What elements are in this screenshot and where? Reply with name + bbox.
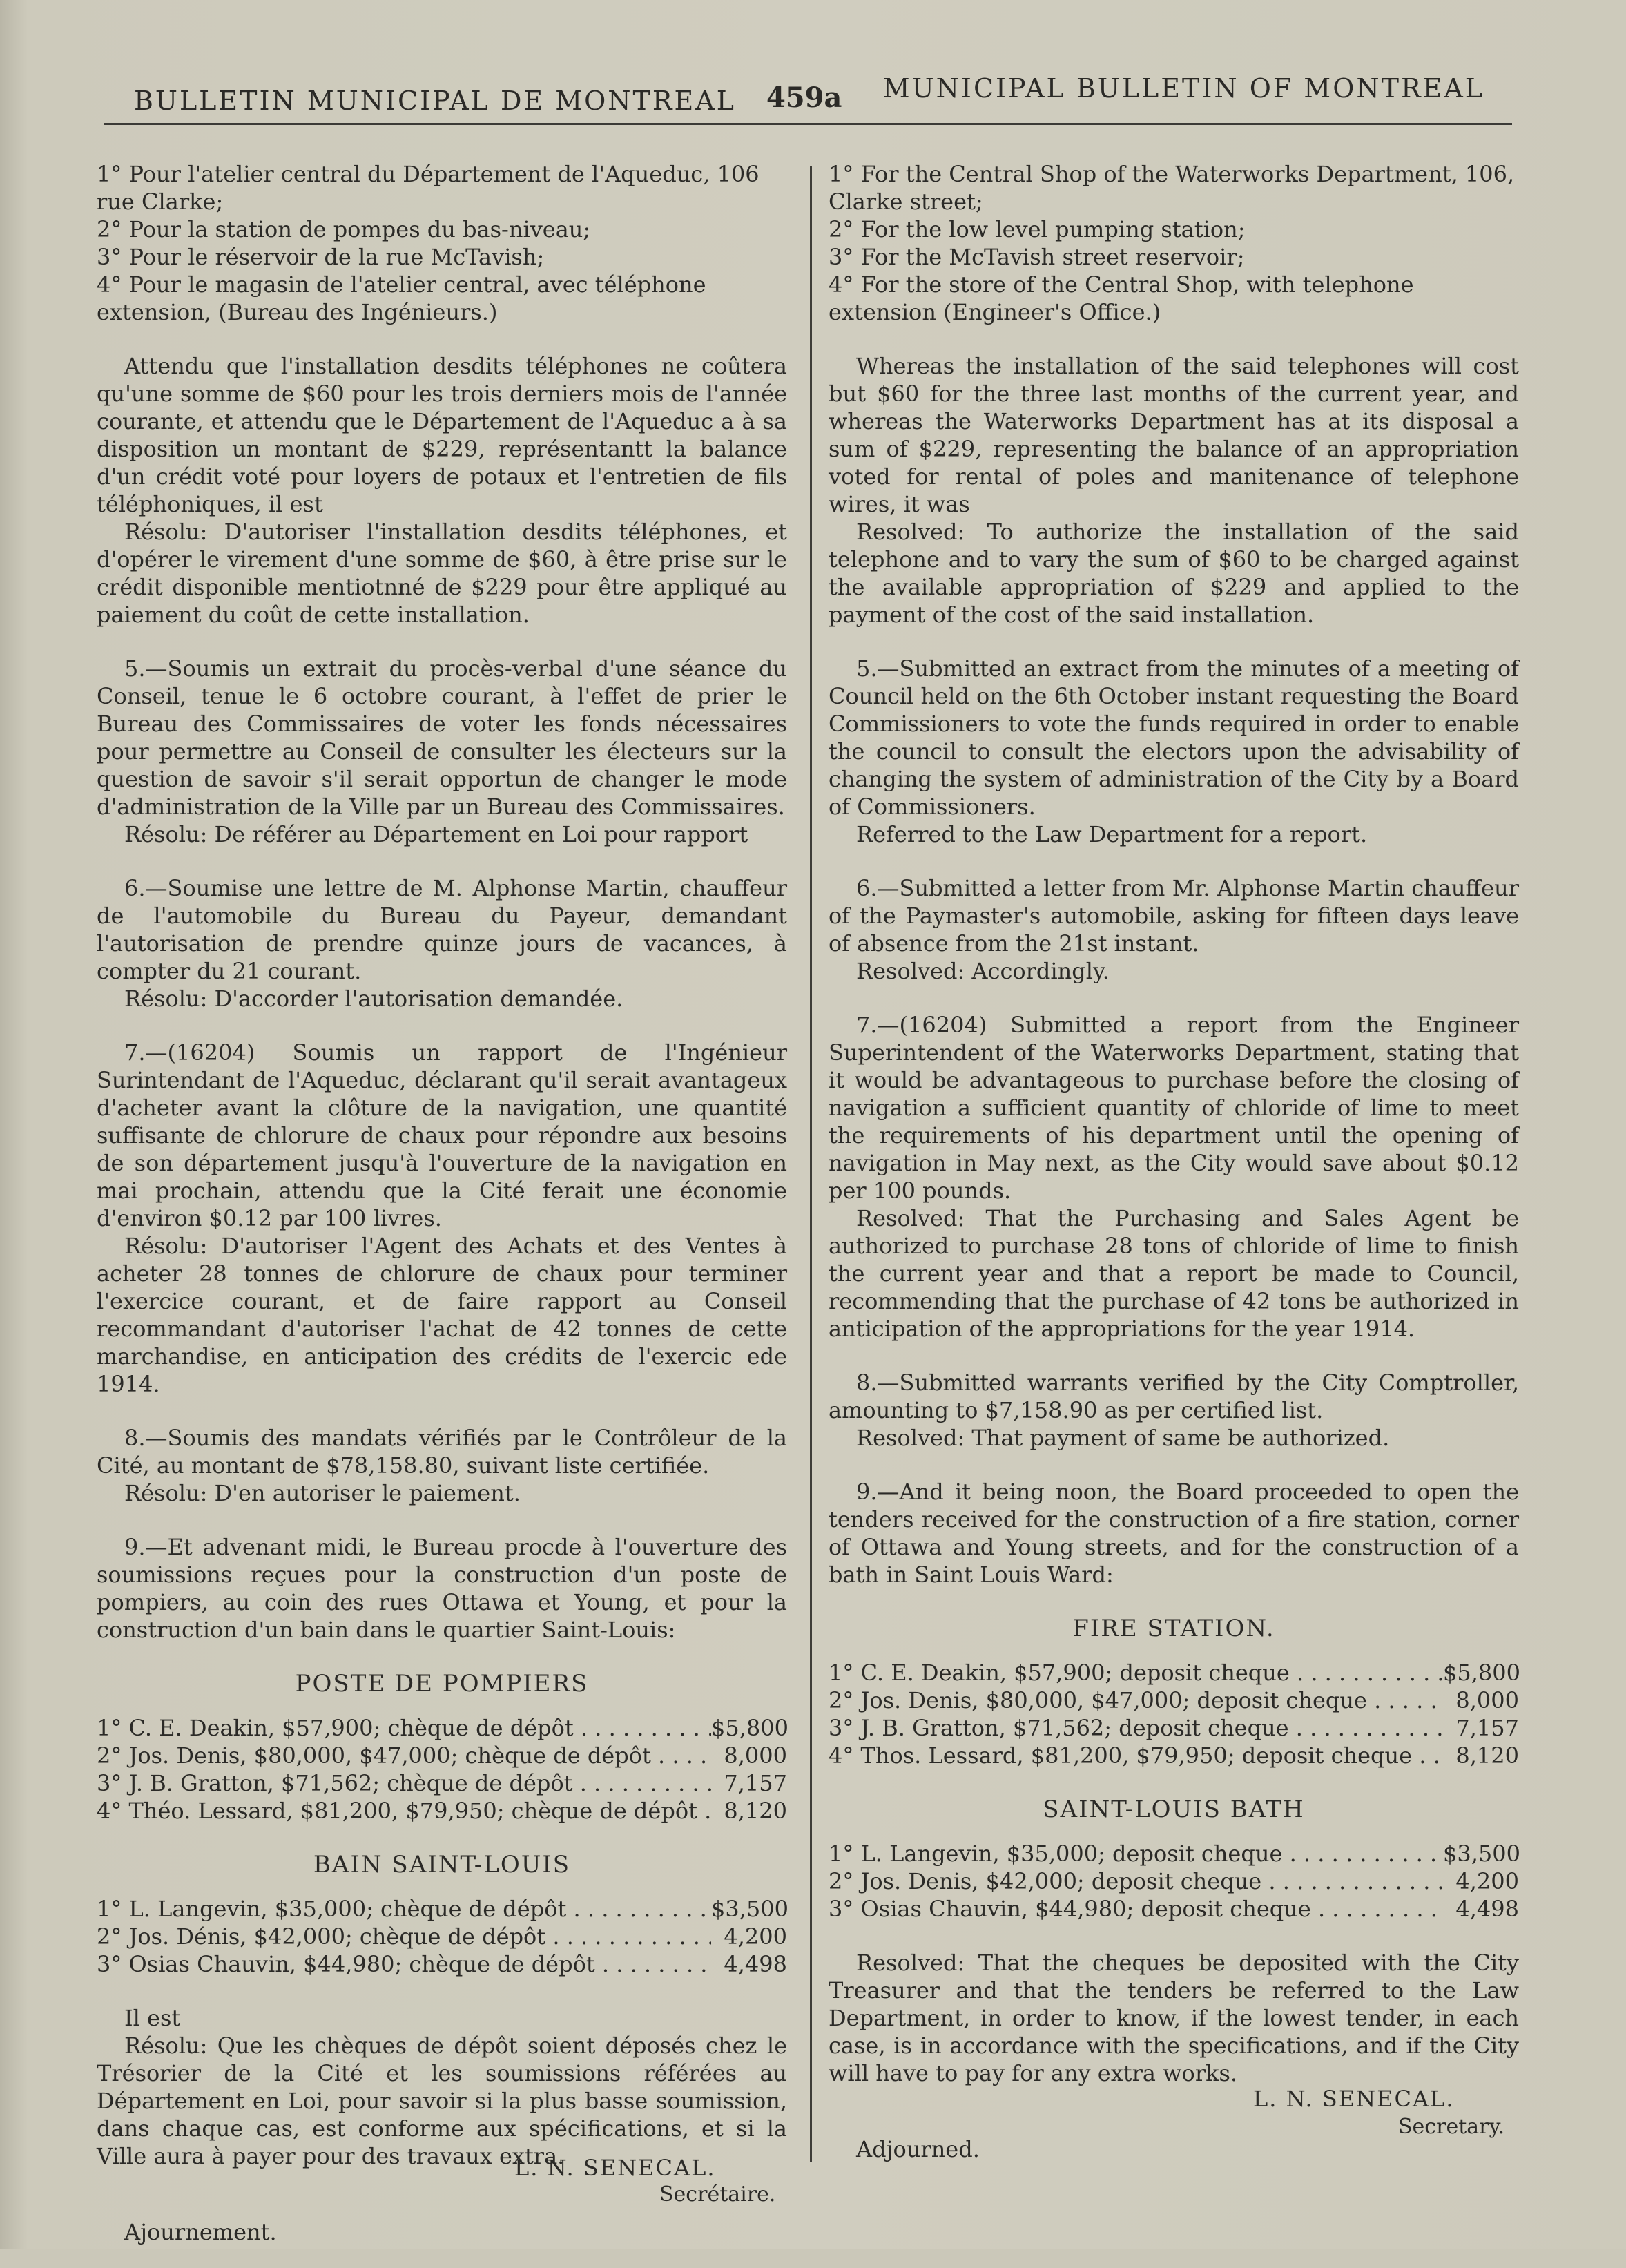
list-item: 3° Pour le réservoir de la rue McTavish;	[97, 244, 545, 270]
header-title-english: MUNICIPAL BULLETIN OF MONTREAL	[882, 73, 1484, 104]
tender-row	[97, 1714, 787, 1742]
tender-label: 2° Jos. Denis, $80,000, $47,000; chèque de dépôt . . .	[97, 1742, 711, 1769]
tender-amount: 8,000	[724, 1742, 787, 1769]
tender-amount: $5,800	[711, 1715, 788, 1741]
paragraph-whereas: Whereas the installation of the said telephones will cost but $60 for the three last months of the current year, and whereas the Waterworks Department has at its disposal a sum of $229, representing the balance of an appropriation voted for rental of poles and manitenance of telephone wires, it was	[829, 353, 1519, 517]
header-title-french: BULLETIN MUNICIPAL DE MONTREAL	[134, 86, 736, 116]
signature-english: L. N. SENECAL.	[1253, 2086, 1455, 2112]
tender-amount: 8,120	[1455, 1742, 1519, 1769]
adjournment: Ajournement.	[124, 2219, 277, 2245]
french-column	[97, 160, 787, 2268]
tender-amount: 4,498	[1455, 1896, 1519, 1922]
section-title-bath: BAIN SAINT-LOUIS	[313, 1851, 571, 1878]
tender-label: 2° Jos. Dénis, $42,000; chèque de dépôt . . .	[97, 1923, 711, 1950]
list-item: 4° For the store of the Central Shop, with telephone extension (Engineer's Office.)	[829, 271, 1414, 325]
signature-title-french: Secrétaire.	[659, 2182, 776, 2207]
tender-label: 1° C. E. Deakin, $57,900; deposit cheque . . .	[829, 1659, 1443, 1686]
tender-amount: 4,498	[724, 1951, 787, 1977]
list-item: 4° Pour le magasin de l'atelier central, avec téléphone extension, (Bureau des Ingénieurs.)	[97, 271, 706, 325]
resolution-7: Résolu: D'autoriser l'Agent des Achats et des Ventes à acheter 28 tonnes de chlorure de chaux pour terminer l'exercice courant, et de faire rapport au Conseil recommandant d'autoriser l'achat de 42 tonnes de cette marchandise, en anticipation des crédits de l'exercic ede 1914.	[97, 1233, 787, 1397]
signature-title-english: Secretary.	[1398, 2115, 1504, 2139]
paragraph-7: 7.—(16204) Soumis un rapport de l'Ingénieur Surintendant de l'Aqueduc, déclarant qu'il serait avantageux d'acheter avant la clôture de la navigation, une quantité suffisante de chlorure de chaux pour répondre aux besoins de son département jusqu'à l'ouverture de la navigation en mai prochain, attendu que la Cité ferait une économie d'environ $0.12 par 100 livres.	[97, 1039, 787, 1231]
tender-amount: 4,200	[724, 1923, 787, 1950]
tender-label: 1° L. Langevin, $35,000; deposit cheque . . .	[829, 1840, 1443, 1867]
tender-label: 3° J. B. Gratton, $71,562; chèque de dépôt . . .	[97, 1769, 711, 1797]
list-item: 2° Pour la station de pompes du bas-niveau;	[97, 216, 591, 242]
adjournment: Adjourned.	[856, 2136, 980, 2162]
tender-label: 4° Thos. Lessard, $81,200, $79,950; deposit cheque . . .	[829, 1742, 1443, 1769]
tender-row	[829, 1659, 1519, 1686]
tender-row	[829, 1742, 1519, 1769]
tender-amount: 4,200	[1455, 1868, 1519, 1894]
paragraph-5: 5.—Soumis un extrait du procès-verbal d'une séance du Conseil, tenue le 6 octobre courant, à l'effet de prier le Bureau des Commissaires de voter les fonds nécessaires pour permettre au Conseil de consulter les électeurs sur la question de savoir s'il serait opportun de changer le mode d'administration de la Ville par un Bureau des Commissaires.	[97, 655, 787, 820]
resolution-8: Résolu: D'en autoriser le paiement.	[124, 1480, 521, 1506]
resolution-6: Resolved: Accordingly.	[856, 958, 1110, 984]
il-est: Il est	[124, 2005, 181, 2031]
tender-row	[829, 1686, 1519, 1714]
tender-row	[97, 1950, 787, 1978]
tender-label: 3° J. B. Gratton, $71,562; deposit cheque . . .	[829, 1714, 1443, 1742]
tender-amount: $3,500	[1443, 1841, 1520, 1867]
tender-row	[97, 1797, 787, 1825]
paragraph-8: 8.—Soumis des mandats vérifiés par le Contrôleur de la Cité, au montant de $78,158.80, suivant liste certifiée.	[97, 1425, 787, 1479]
tender-amount: 7,157	[1455, 1715, 1519, 1741]
paragraph-9: 9.—Et advenant midi, le Bureau procde à l'ouverture des soumissions reçues pour la construction d'un poste de pompiers, au coin des rues Ottawa et Young, et pour la construction d'un bain dans le quartier Saint-Louis:	[97, 1534, 787, 1643]
list-item: 3° For the McTavish street reservoir;	[829, 244, 1245, 270]
resolution-1: Resolved: To authorize the installation of the said telephone and to vary the sum of $60 to be charged against the available appropriation of $229 and applied to the payment of the cost of the said installation.	[829, 519, 1519, 628]
column-divider	[810, 166, 812, 2162]
tender-row	[97, 1742, 787, 1769]
paragraph-5: 5.—Submitted an extract from the minutes of a meeting of Council held on the 6th October instant requesting the Board Commissioners to vote the funds required in order to enable the council to consult the electors upon the advisability of changing the system of administration of the City by a Board of Commissioners.	[829, 655, 1519, 820]
signature-french: L. N. SENECAL.	[514, 2155, 716, 2181]
tender-amount: $3,500	[711, 1896, 788, 1922]
tender-amount: 8,000	[1455, 1687, 1519, 1713]
tender-amount: 8,120	[724, 1798, 787, 1824]
resolution-6: Résolu: D'accorder l'autorisation demandée.	[124, 986, 623, 1012]
paragraph-6: 6.—Submitted a letter from Mr. Alphonse Martin chauffeur of the Paymaster's automobile, asking for fifteen days leave of absence from the 21st instant.	[829, 875, 1519, 957]
paragraph-8: 8.—Submitted warrants verified by the City Comptroller, amounting to $7,158.90 as per certified list.	[829, 1370, 1519, 1423]
paragraph-attendu: Attendu que l'installation desdits téléphones ne coûtera qu'une somme de $60 pour les trois derniers mois de l'année courante, et attendu que le Département de l'Aqueduc a à sa disposition un montant de $229, représentantt la balance d'un crédit voté pour loyers de potaux et l'entretien de fils téléphoniques, il est	[97, 353, 787, 517]
resolution-7: Resolved: That the Purchasing and Sales Agent be authorized to purchase 28 tons of chloride of lime to finish the current year and that a report be made to Council, recommending that the purchase of 42 tons be authorized in anticipation of the appropriations for the year 1914.	[829, 1205, 1519, 1342]
section-title-fire-station: FIRE STATION.	[1072, 1615, 1275, 1642]
resolution-1: Résolu: D'autoriser l'installation desdits téléphones, et d'opérer le virement d'une somme de $60, à être prise sur le crédit disponible mentiotnné de $229 pour être appliqué au paiement du coût de cette installation.	[97, 519, 787, 628]
resolution-9: Résolu: Que les chèques de dépôt soient déposés chez le Trésorier de la Cité et les soumissions référées au Département en Loi, pour savoir si la plus basse soumission, dans chaque cas, est conforme aux spécifications, et si la Ville aura à payer pour des travaux extra.	[97, 2032, 787, 2169]
tender-row	[829, 1714, 1519, 1742]
tender-label: 3° Osias Chauvin, $44,980; deposit cheque . . .	[829, 1895, 1443, 1923]
tender-row	[97, 1923, 787, 1950]
tender-row	[829, 1840, 1519, 1867]
tender-row	[97, 1895, 787, 1923]
section-title-bath: SAINT-LOUIS BATH	[1043, 1796, 1305, 1823]
list-item: 1° For the Central Shop of the Waterworks Department, 106, Clarke street;	[829, 161, 1515, 215]
tender-amount: $5,800	[1443, 1660, 1520, 1686]
resolution-9: Resolved: That the cheques be deposited with the City Treasurer and that the tenders be referred to the Law Department, in order to know, if the lowest tender, in each case, is in accordance with the specifications, and if the City will have to pay for any extra works.	[829, 1950, 1519, 2086]
tender-row	[829, 1895, 1519, 1923]
tender-label: 1° L. Langevin, $35,000; chèque de dépôt . . .	[97, 1895, 711, 1923]
list-item: 2° For the low level pumping station;	[829, 216, 1246, 242]
paragraph-7: 7.—(16204) Submitted a report from the Engineer Superintendent of the Waterworks Department, stating that it would be advantageous to purchase before the closing of navigation a sufficient quantity of chloride of lime to meet the requirements of his department until the opening of navigation in May next, as the City would save about $0.12 per 100 pounds.	[829, 1012, 1519, 1204]
page-header	[104, 61, 1512, 125]
tender-row	[829, 1867, 1519, 1895]
tender-label: 4° Théo. Lessard, $81,200, $79,950; chèque de dépôt . . .	[97, 1797, 711, 1825]
english-column	[829, 160, 1519, 2185]
tender-amount: 7,157	[724, 1770, 787, 1796]
tender-label: 2° Jos. Denis, $42,000; deposit cheque . . .	[829, 1867, 1443, 1895]
page-number: 459a	[766, 81, 842, 114]
tender-row	[97, 1769, 787, 1797]
resolution-8: Resolved: That payment of same be authorized.	[856, 1425, 1390, 1451]
tender-label: 3° Osias Chauvin, $44,980; chèque de dépôt . . .	[97, 1950, 711, 1978]
paragraph-6: 6.—Soumise une lettre de M. Alphonse Martin, chauffeur de l'automobile du Bureau du Payeur, demandant l'autorisation de prendre quinze jours de vacances, à compter du 21 courant.	[97, 875, 787, 984]
tender-label: 1° C. E. Deakin, $57,900; chèque de dépôt . . .	[97, 1714, 711, 1742]
paragraph-9: 9.—And it being noon, the Board proceeded to open the tenders received for the construction of a fire station, corner of Ottawa and Young streets, and for the construction of a bath in Saint Louis Ward:	[829, 1479, 1519, 1588]
resolution-5: Referred to the Law Department for a report.	[856, 821, 1368, 847]
tender-label: 2° Jos. Denis, $80,000, $47,000; deposit cheque . . .	[829, 1686, 1443, 1714]
resolution-5: Résolu: De référer au Département en Loi pour rapport	[124, 821, 748, 847]
list-item: 1° Pour l'atelier central du Département de l'Aqueduc, 106 rue Clarke;	[97, 161, 759, 215]
section-title-fire-station: POSTE DE POMPIERS	[295, 1670, 589, 1698]
